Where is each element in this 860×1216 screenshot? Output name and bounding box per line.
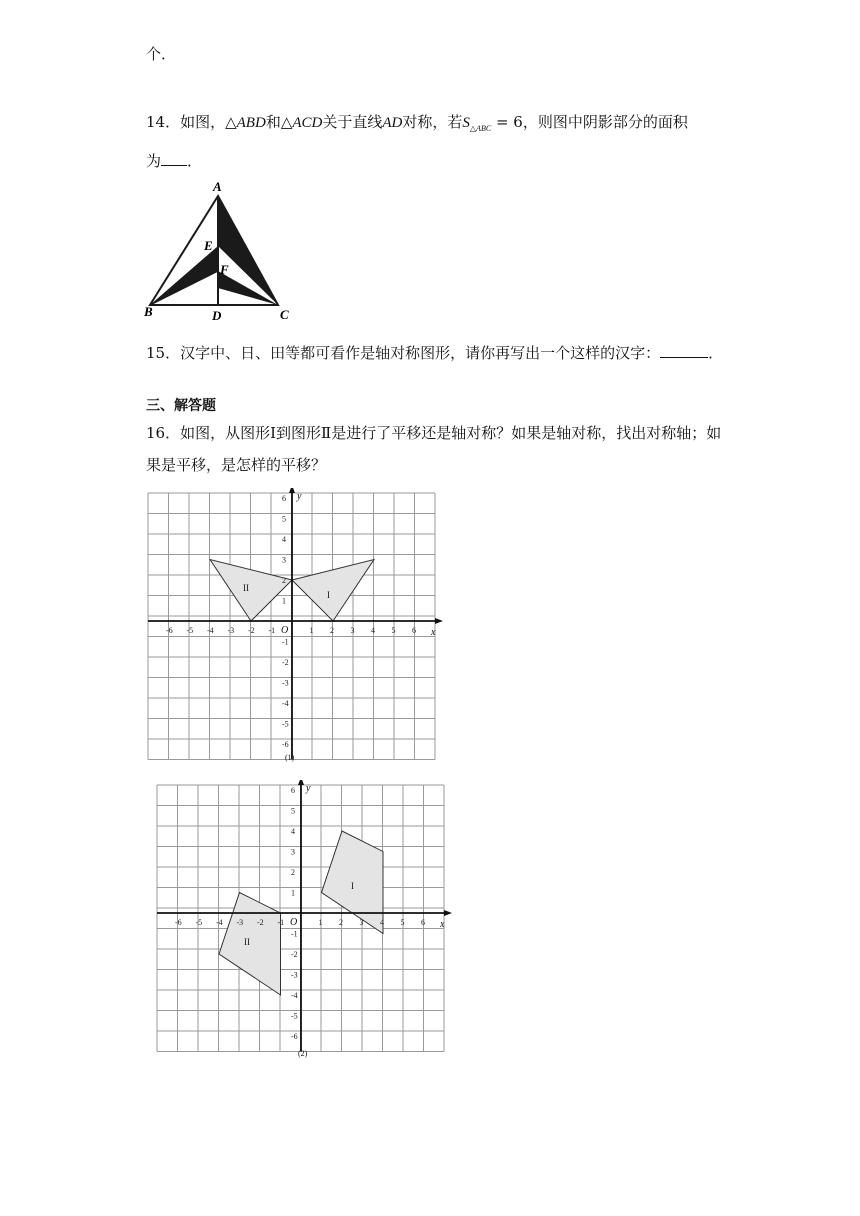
y-tick-label: 4 <box>291 827 295 836</box>
x-tick-label: 2 <box>330 626 334 635</box>
x-tick-label: 4 <box>371 626 375 635</box>
y-tick-label: 3 <box>282 555 286 565</box>
figure-ii-label: II <box>244 937 250 947</box>
coordinate-grid-2 <box>148 780 458 1065</box>
x-tick-label: -4 <box>207 626 214 635</box>
label-e: E <box>204 238 213 253</box>
y-tick-label: 6 <box>291 786 295 795</box>
x-tick-label: 1 <box>309 626 314 635</box>
label-a: A <box>213 179 222 194</box>
x-tick-label: -2 <box>248 626 255 635</box>
y-tick-label: -2 <box>291 950 298 959</box>
x-tick-label: -5 <box>195 918 203 927</box>
label-f: F <box>220 262 229 277</box>
q16-line2: 果是平移，是怎样的平移？ <box>146 456 327 474</box>
label-d: D <box>212 308 222 323</box>
y-axis-arrow <box>298 780 304 785</box>
label-b: B <box>144 304 153 319</box>
figure-i-label: I <box>327 590 330 600</box>
y-tick-label: 1 <box>291 888 295 898</box>
y-axis-arrow <box>289 488 295 493</box>
q16-line1: 16．如图，从图形Ⅰ到图形Ⅱ是进行了平移还是轴对称？如果是轴对称，找出对称轴；如 <box>146 424 722 442</box>
y-tick-label: -1 <box>291 929 298 939</box>
x-tick-label: -2 <box>257 918 264 927</box>
x-tick-label: 5 <box>400 918 405 927</box>
q14-line1: 14．如图，△ABD和△ACD关于直线AD对称，若$S_{\triangle ABC} = 6$，则图中阴影部分的面积 <box>146 113 688 133</box>
q13-tail: 个． <box>146 45 177 63</box>
x-tick-label: 3 <box>359 918 364 927</box>
x-axis-arrow <box>435 618 443 624</box>
x-tick-label: 1 <box>318 918 323 927</box>
x-axis-label: x <box>431 627 436 638</box>
origin-label: O <box>281 625 289 636</box>
x-tick-label: 6 <box>412 626 416 635</box>
y-tick-label: 2 <box>291 868 295 877</box>
x-tick-label: -3 <box>227 626 235 635</box>
figure-caption: (2) <box>298 1049 308 1058</box>
label-c: C <box>280 307 289 322</box>
figure-ii-label: II <box>243 583 249 593</box>
y-tick-label: 4 <box>282 535 286 544</box>
y-tick-label: 6 <box>282 494 286 503</box>
x-tick-label: -5 <box>186 626 194 635</box>
y-tick-label: 5 <box>282 514 286 524</box>
y-axis-label: y <box>297 491 302 502</box>
y-tick-label: -6 <box>291 1032 298 1041</box>
x-tick-label: 2 <box>339 918 343 927</box>
x-tick-label: -6 <box>175 918 182 927</box>
q15: 15．汉字中、日、田等都可看作是轴对称图形，请你再写出一个这样的汉字： ． <box>146 344 724 362</box>
q14-line2: 为 ． <box>146 152 203 170</box>
figure-i-label: I <box>351 881 354 891</box>
x-tick-label: 4 <box>380 918 384 927</box>
answer-blank[interactable] <box>660 343 708 358</box>
x-tick-label: 3 <box>350 626 355 635</box>
y-tick-label: -2 <box>282 658 289 667</box>
y-tick-label: 1 <box>282 596 286 606</box>
y-tick-label: 2 <box>282 576 286 585</box>
y-tick-label: -3 <box>282 678 289 688</box>
x-tick-label: -6 <box>166 626 173 635</box>
answer-blank[interactable] <box>161 151 187 166</box>
triangle-figure <box>140 176 300 326</box>
x-tick-label: -3 <box>236 918 244 927</box>
triangle-abd: △ABD <box>225 115 266 131</box>
x-tick-label: 5 <box>391 626 396 635</box>
y-tick-label: -3 <box>291 970 298 980</box>
triangle-acd: △ACD <box>280 115 323 131</box>
y-tick-label: 5 <box>291 806 295 816</box>
section-title: 三、解答题 <box>146 398 216 414</box>
x-tick-label: -4 <box>216 918 223 927</box>
figure-caption: (1) <box>285 753 295 762</box>
x-axis-arrow <box>444 910 452 916</box>
origin-label: O <box>290 917 298 928</box>
coordinate-grid-1 <box>140 488 445 768</box>
y-tick-label: 3 <box>291 847 295 857</box>
y-tick-label: -5 <box>291 1011 298 1021</box>
x-tick-label: 6 <box>421 918 425 927</box>
y-axis-label: y <box>306 783 311 794</box>
line-ad: AD <box>382 115 403 131</box>
q14-number: 14． <box>146 113 181 131</box>
x-axis-label: x <box>440 919 445 930</box>
x-tick-label: -1 <box>268 626 276 635</box>
y-tick-label: -4 <box>291 991 298 1000</box>
y-tick-label: -1 <box>282 637 289 647</box>
x-tick-label: -1 <box>277 918 285 927</box>
y-tick-label: -6 <box>282 740 289 749</box>
y-tick-label: -4 <box>282 699 289 708</box>
y-tick-label: -5 <box>282 719 289 729</box>
area-expression: $S_{\triangle ABC} = 6$ <box>462 113 523 133</box>
